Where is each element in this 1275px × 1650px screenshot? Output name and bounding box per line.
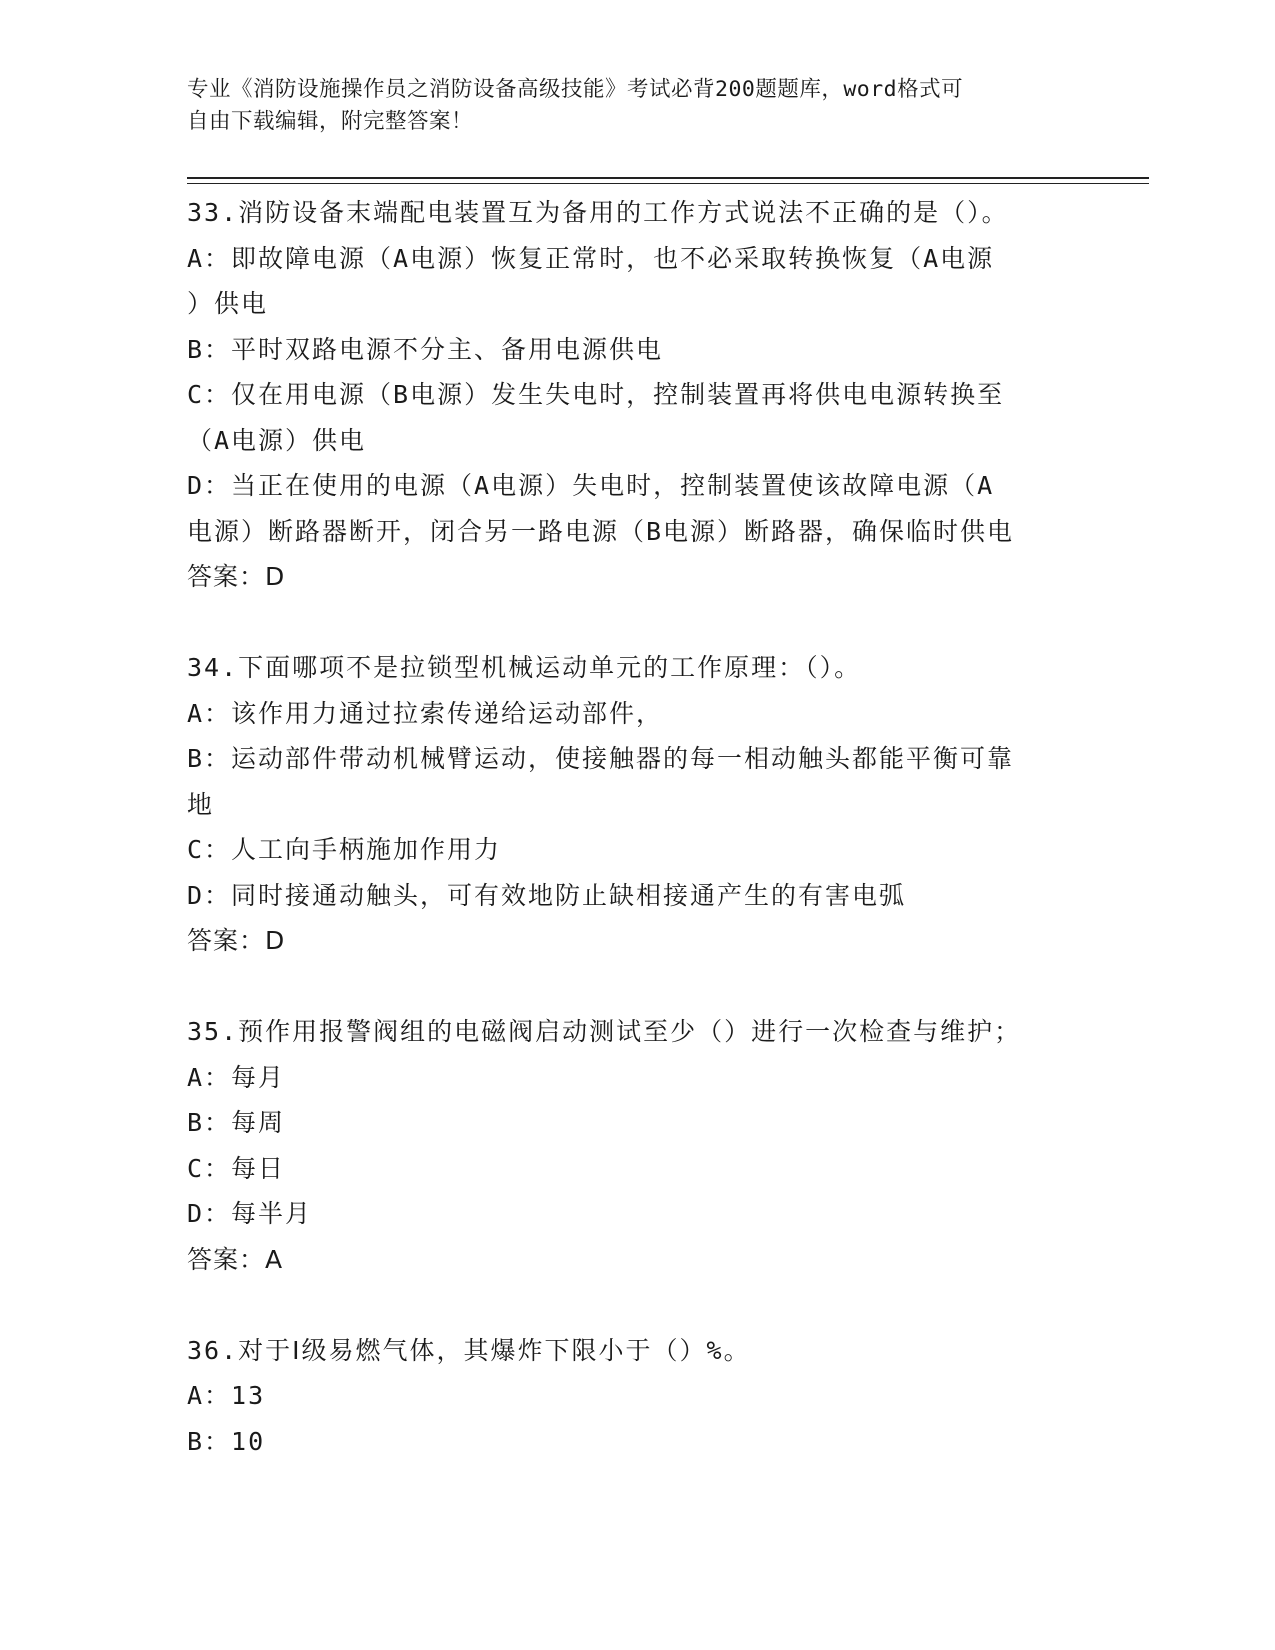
answer-line: 答案：D	[187, 562, 286, 591]
option-line: C：仅在用电源（B电源）发生失电时，控制装置再将供电电源转换至	[187, 380, 1005, 409]
document-header	[187, 74, 1067, 138]
header-divider-thick	[187, 177, 1149, 179]
header-divider-thin	[187, 183, 1149, 184]
option-line: A：每月	[187, 1062, 286, 1092]
answer-line: 答案：A	[187, 1244, 284, 1274]
header-line: 专业《消防设施操作员之消防设备高级技能》考试必背200题题库，word格式可	[187, 77, 964, 102]
option-line: B：平时双路电源不分主、备用电源供电	[187, 334, 664, 364]
option-line: B：10	[187, 1426, 266, 1456]
option-line: （A电源）供电	[187, 425, 367, 455]
question-stem: 33.消防设备末端配电装置互为备用的工作方式说法不正确的是（）。	[187, 198, 1009, 227]
option-line: D：同时接通动触头，可有效地防止缺相接通产生的有害电弧	[187, 880, 907, 910]
option-line: B：运动部件带动机械臂运动，使接触器的每一相动触头都能平衡可靠	[187, 744, 1015, 773]
question-36	[187, 1328, 1087, 1465]
option-line: A：该作用力通过拉索传递给运动部件，	[187, 698, 664, 728]
header-line: 自由下载编辑，附完整答案！	[187, 109, 474, 134]
option-line: C：每日	[187, 1153, 286, 1183]
question-stem: 35.预作用报警阀组的电磁阀启动测试至少（）进行一次检查与维护；	[187, 1017, 1022, 1046]
option-line: 电源）断路器断开，闭合另一路电源（B电源）断路器，确保临时供电	[187, 516, 1015, 546]
option-line: 地	[187, 789, 215, 819]
option-line: D：当正在使用的电源（A电源）失电时，控制装置使该故障电源（A	[187, 471, 995, 500]
option-line: A：13	[187, 1381, 266, 1410]
option-line: A：即故障电源（A电源）恢复正常时，也不必采取转换恢复（A电源	[187, 243, 995, 273]
option-line: D：每半月	[187, 1199, 313, 1228]
question-stem: 34.下面哪项不是拉锁型机械运动单元的工作原理：（）。	[187, 653, 862, 682]
question-34	[187, 645, 1087, 964]
option-line: ）供电	[187, 289, 269, 318]
question-stem: 36.对于Ⅰ级易燃气体，其爆炸下限小于（）%。	[187, 1335, 751, 1365]
question-list	[187, 190, 1087, 1464]
option-line: B：每周	[187, 1108, 286, 1137]
option-line: C：人工向手柄施加作用力	[187, 835, 502, 864]
question-33	[187, 190, 1087, 600]
answer-line: 答案：D	[187, 926, 286, 955]
question-35	[187, 1009, 1087, 1282]
